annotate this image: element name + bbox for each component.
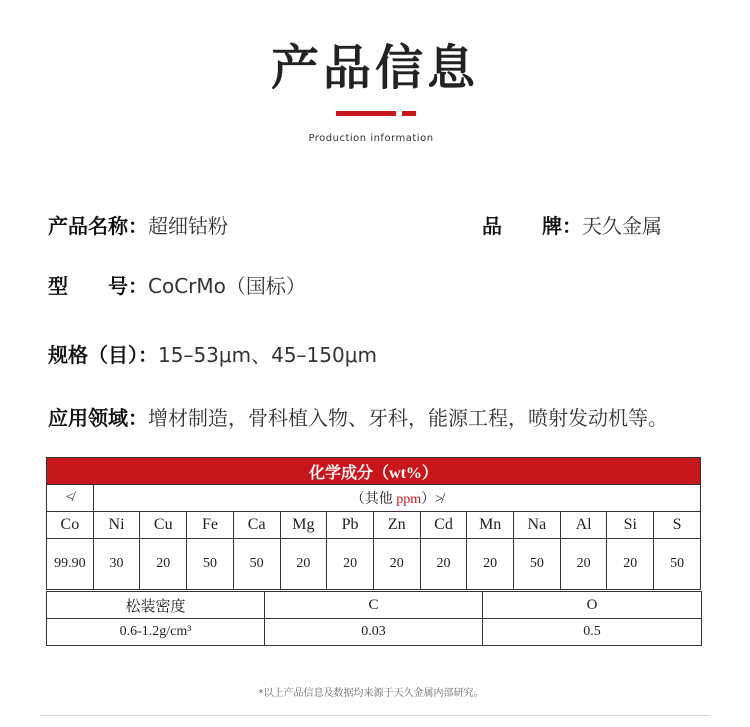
element-cell: Pb: [327, 512, 374, 539]
value-cell: 20: [327, 539, 374, 590]
value-cell: 30: [93, 539, 140, 590]
page-subtitle: Production information: [308, 133, 434, 144]
value-cell: 20: [140, 539, 187, 590]
value-cell: 50: [654, 539, 701, 590]
value-cell: 20: [467, 539, 514, 590]
model-value: CoCrMo（国标）: [148, 274, 306, 298]
product-name-row: [48, 213, 228, 239]
element-cell: Mn: [467, 512, 514, 539]
value-cell: 20: [280, 539, 327, 590]
value-cell: 20: [607, 539, 654, 590]
spec-row: [48, 342, 377, 368]
page-title: 产品信息: [270, 40, 479, 96]
product-name-label: 产品名称：: [48, 214, 148, 238]
oxygen-header: O: [483, 592, 702, 619]
value-cell: 50: [233, 539, 280, 590]
composition-title: 化学成分（wt%）: [47, 458, 701, 485]
application-row: [48, 405, 668, 431]
value-cell: 50: [514, 539, 561, 590]
value-cell: 20: [420, 539, 467, 590]
density-header: 松装密度: [47, 592, 265, 619]
composition-table: [46, 457, 701, 590]
value-cell: 20: [560, 539, 607, 590]
element-cell: Ca: [233, 512, 280, 539]
others-limit-label: [93, 485, 700, 512]
spec-label: 规格（目）：: [48, 343, 158, 367]
value-cell: 50: [187, 539, 234, 590]
brand-label: 品 牌：: [482, 214, 582, 238]
physical-table: [46, 591, 702, 646]
element-cell: Si: [607, 512, 654, 539]
title-underline: [336, 111, 396, 116]
others-suffix: ）≯: [421, 492, 443, 507]
others-unit: ppm: [396, 492, 422, 507]
co-limit-symbol: ≮: [47, 485, 94, 512]
model-row: [48, 273, 306, 299]
bottom-divider: [40, 715, 710, 716]
footnote: *以上产品信息及数据均来源于天久金属内部研究。: [258, 688, 484, 699]
value-cell: 20: [373, 539, 420, 590]
spec-value: 15–53μm、45–150μm: [158, 343, 377, 367]
element-cell: Ni: [93, 512, 140, 539]
carbon-value: 0.03: [265, 619, 483, 646]
model-label: 型 号：: [48, 274, 148, 298]
others-prefix: （其他: [350, 492, 397, 507]
brand-row: [482, 213, 662, 239]
density-value: 0.6-1.2g/cm³: [47, 619, 265, 646]
carbon-header: C: [265, 592, 483, 619]
element-row: [47, 512, 701, 539]
brand-value: 天久金属: [582, 214, 662, 238]
element-cell: Zn: [373, 512, 420, 539]
application-value: 增材制造，骨科植入物、牙科，能源工程，喷射发动机等。: [148, 406, 668, 430]
element-cell: Al: [560, 512, 607, 539]
element-cell: Na: [514, 512, 561, 539]
title-underline-dot: [402, 111, 416, 116]
element-cell: Cd: [420, 512, 467, 539]
element-cell: S: [654, 512, 701, 539]
product-name-value: 超细钴粉: [148, 214, 228, 238]
application-label: 应用领域：: [48, 406, 148, 430]
element-cell: Cu: [140, 512, 187, 539]
element-cell: Co: [47, 512, 94, 539]
oxygen-value: 0.5: [483, 619, 702, 646]
element-cell: Mg: [280, 512, 327, 539]
element-cell: Fe: [187, 512, 234, 539]
value-cell: 99.90: [47, 539, 94, 590]
value-row: [47, 539, 701, 590]
